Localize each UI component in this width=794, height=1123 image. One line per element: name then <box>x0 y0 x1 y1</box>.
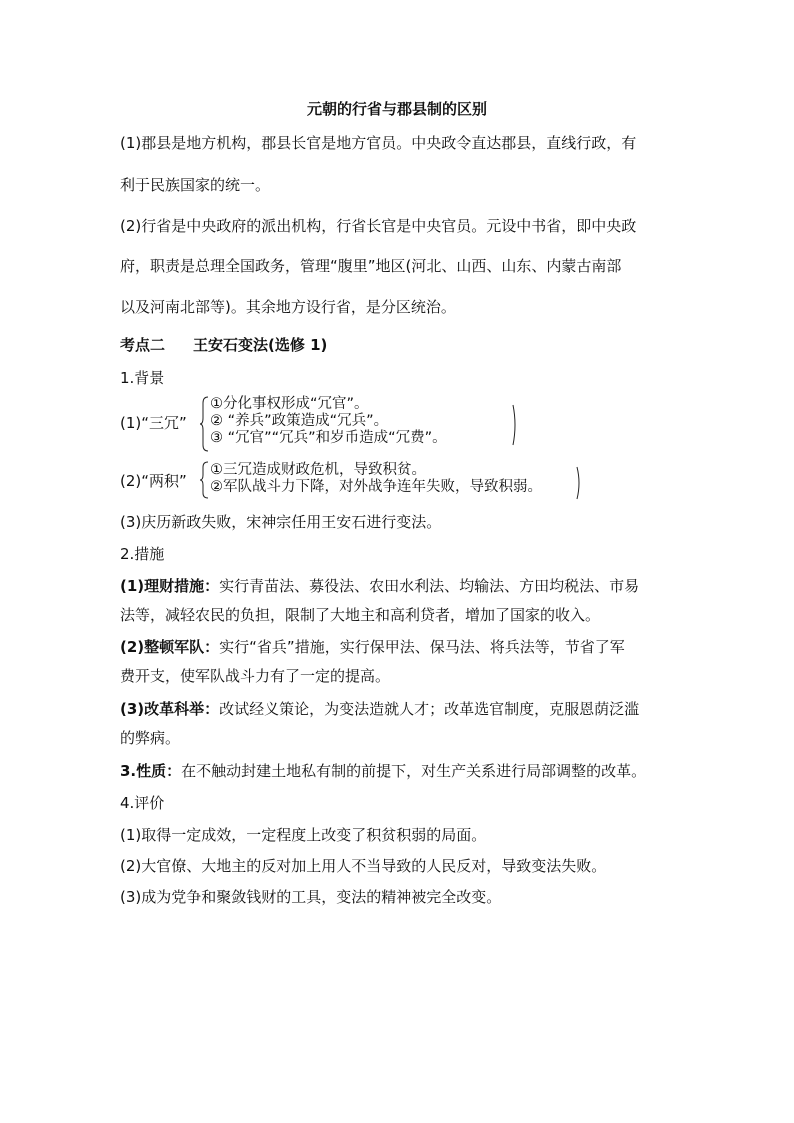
sanrong-right-paren <box>512 404 518 446</box>
evaluation-heading: 4.评价 <box>120 794 165 812</box>
measure-3-title: (3)改革科举： <box>120 700 220 718</box>
sanrong-items <box>210 396 447 447</box>
evaluation-item: (3)成为党争和聚敛钱财的工具，变法的精神被完全改变。 <box>120 888 502 906</box>
section-title: 王安石变法(选修 1) <box>193 336 328 354</box>
page-title: 元朝的行省与郡县制的区别 <box>306 100 487 118</box>
measure-1-line1 <box>120 576 639 596</box>
intro-p2-line1: (2)行省是中央政府的派出机构，行省长官是中央官员。元设中书省，即中央政 <box>120 217 637 235</box>
nature-text: 在不触动封建土地私有制的前提下，对生产关系进行局部调整的改革。 <box>181 762 647 780</box>
measure-3-text: 改试经义策论，为变法造就人才；改革选官制度，克服恩荫泛滥 <box>219 700 640 718</box>
measure-1-line2: 法等，减轻农民的负担，限制了大地主和高利贷者，增加了国家的收入。 <box>120 606 601 624</box>
section-heading <box>120 335 327 355</box>
nature-title: 3.性质： <box>120 762 182 780</box>
intro-p1-line1: (1)郡县是地方机构，郡县长官是地方官员。中央政令直达郡县，直线行政，有 <box>120 134 637 152</box>
liangji-label: (2)“两积” <box>120 472 187 490</box>
liangji-left-brace <box>200 461 210 499</box>
liangji-right-paren <box>576 466 582 500</box>
measure-2-title: (2)整顿军队： <box>120 638 220 656</box>
liangji-item: ②军队战斗力下降，对外战争连年失败，导致积弱。 <box>210 479 542 495</box>
measure-2-line1 <box>120 637 625 657</box>
measure-2-line2: 费开支，使军队战斗力有了一定的提高。 <box>120 667 391 685</box>
liangji-items <box>210 462 542 496</box>
intro-p2-line3: 以及河南北部等)。其余地方设行省，是分区统治。 <box>120 298 456 316</box>
measure-3-line2: 的弊病。 <box>120 729 181 747</box>
sanrong-item: ③ “冗官”“冗兵”和岁币造成“冗费”。 <box>210 430 447 446</box>
evaluation-item: (1)取得一定成效，一定程度上改变了积贫积弱的局面。 <box>120 826 487 844</box>
sanrong-label: (1)“三冗” <box>120 414 187 432</box>
sanrong-item: ② “养兵”政策造成“冗兵”。 <box>210 413 389 429</box>
liangji-item: ①三冗造成财政危机，导致积贫。 <box>210 462 426 478</box>
intro-p1-line2: 利于民族国家的统一。 <box>120 176 271 194</box>
background-heading: 1.背景 <box>120 369 165 387</box>
background-p3: (3)庆历新政失败，宋神宗任用王安石进行变法。 <box>120 513 442 531</box>
measure-2-text: 实行“省兵”措施，实行保甲法、保马法、将兵法等，节省了军 <box>219 638 625 656</box>
measure-1-title: (1)理财措施： <box>120 577 220 595</box>
sanrong-item: ①分化事权形成“冗官”。 <box>210 396 369 412</box>
measures-heading: 2.措施 <box>120 545 165 563</box>
section-label: 考点二 <box>120 336 166 354</box>
evaluation-item: (2)大官僚、大地主的反对加上用人不当导致的人民反对，导致变法失败。 <box>120 857 607 875</box>
intro-p2-line2: 府，职责是总理全国政务，管理“腹里”地区(河北、山西、山东、内蒙古南部 <box>120 257 622 275</box>
measure-3-line1 <box>120 699 639 719</box>
sanrong-left-brace <box>200 396 210 452</box>
nature-line <box>120 761 646 781</box>
measure-1-text: 实行青苗法、募役法、农田水利法、均输法、方田均税法、市易 <box>219 577 640 595</box>
